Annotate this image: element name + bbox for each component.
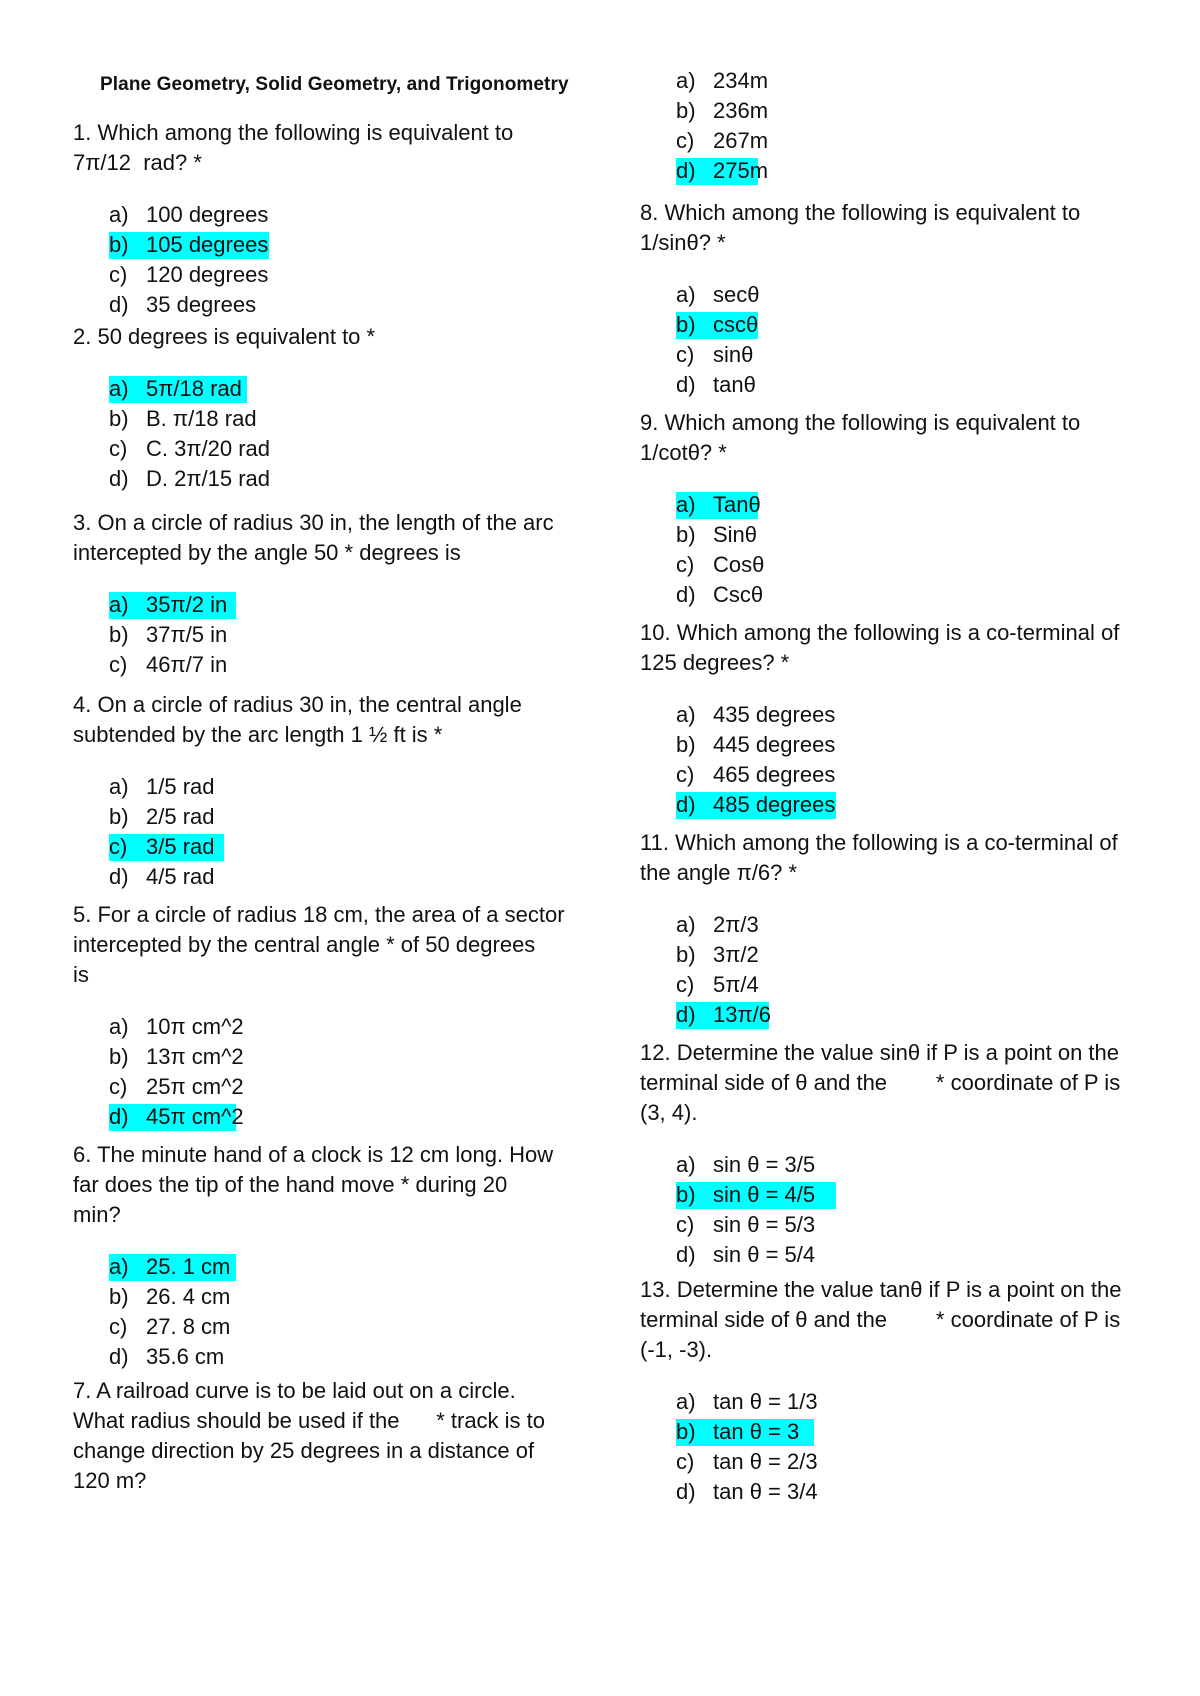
option-letter: c) xyxy=(109,652,128,677)
option-letter: a) xyxy=(676,282,696,307)
answer-option xyxy=(73,620,554,650)
options-list xyxy=(640,1150,1120,1270)
option-letter: c) xyxy=(109,1314,128,1339)
option-letter: c) xyxy=(676,762,695,787)
answer-option-highlighted xyxy=(73,832,522,862)
answer-option-highlighted xyxy=(640,1417,1121,1447)
option-letter: c) xyxy=(109,436,128,461)
answer-option-highlighted xyxy=(73,590,554,620)
question-1 xyxy=(73,118,513,320)
answer-option xyxy=(640,1387,1121,1417)
option-letter: c) xyxy=(109,262,128,287)
option-letter: a) xyxy=(676,68,696,93)
answer-option xyxy=(640,1240,1120,1270)
answer-option-highlighted xyxy=(640,156,769,186)
answer-option xyxy=(73,650,554,680)
answer-option-highlighted xyxy=(640,1000,1118,1030)
option-text: 10π cm^2 xyxy=(146,1014,244,1039)
answer-option-highlighted xyxy=(640,790,1119,820)
option-letter: c) xyxy=(676,1449,695,1474)
option-letter: a) xyxy=(676,702,696,727)
option-letter: b) xyxy=(676,942,696,967)
option-text: secθ xyxy=(713,282,760,307)
question-text: 2. 50 degrees is equivalent to * xyxy=(73,324,376,349)
answer-option xyxy=(73,404,375,434)
option-letter: d) xyxy=(109,466,129,491)
answer-option-highlighted xyxy=(640,1180,1120,1210)
option-text: 465 degrees xyxy=(713,762,836,787)
question-14 xyxy=(640,1275,1121,1507)
option-text: sin θ = 3/5 xyxy=(713,1152,816,1177)
option-text: 5π/18 rad xyxy=(146,376,242,401)
answer-option xyxy=(73,802,522,832)
option-text: Cosθ xyxy=(713,552,765,577)
answer-option xyxy=(640,580,1080,610)
option-text: 26. 4 cm xyxy=(146,1284,231,1309)
answer-option xyxy=(73,1342,553,1372)
answer-option-highlighted xyxy=(640,490,1080,520)
answer-option-highlighted xyxy=(640,310,1080,340)
answer-option xyxy=(640,1447,1121,1477)
answer-option xyxy=(640,340,1080,370)
question-text: 13. Determine the value tanθ if P is a point on the terminal side of θ and the * coordinate of P is (-1, -3). xyxy=(640,1277,1122,1362)
answer-option xyxy=(73,1312,553,1342)
question-11 xyxy=(640,618,1119,820)
option-text: 13π/6 xyxy=(713,1002,771,1027)
option-text: 236m xyxy=(713,98,769,123)
question-2 xyxy=(73,322,375,494)
question-12 xyxy=(640,828,1118,1030)
options-list xyxy=(640,1387,1121,1507)
options-list xyxy=(640,490,1080,610)
option-text: D. 2π/15 rad xyxy=(146,466,271,491)
option-letter: b) xyxy=(109,804,129,829)
answer-option xyxy=(640,66,769,96)
option-text: sin θ = 5/3 xyxy=(713,1212,816,1237)
answer-option xyxy=(73,862,522,892)
option-text: sin θ = 4/5 xyxy=(713,1182,816,1207)
question-6 xyxy=(73,1140,553,1372)
options-list xyxy=(73,1252,553,1372)
answer-option xyxy=(73,772,522,802)
option-letter: d) xyxy=(676,1242,696,1267)
question-8 xyxy=(640,66,769,186)
question-text: 3. On a circle of radius 30 in, the length of the arc intercepted by the angle 50 * degrees is xyxy=(73,510,554,565)
option-text: 2π/3 xyxy=(713,912,759,937)
answer-option xyxy=(73,1012,565,1042)
answer-option xyxy=(640,970,1118,1000)
option-text: 25. 1 cm xyxy=(146,1254,231,1279)
answer-option xyxy=(73,200,513,230)
option-letter: c) xyxy=(109,1074,128,1099)
question-text: 8. Which among the following is equivalent to 1/sinθ? * xyxy=(640,200,1081,255)
options-list xyxy=(640,280,1080,400)
option-letter: a) xyxy=(109,774,129,799)
option-letter: a) xyxy=(676,1152,696,1177)
option-text: 485 degrees xyxy=(713,792,836,817)
option-letter: a) xyxy=(676,1389,696,1414)
options-list xyxy=(640,700,1119,820)
question-text: 12. Determine the value sinθ if P is a point on the terminal side of θ and the * coordinate of P is (3, 4). xyxy=(640,1040,1121,1125)
option-text: 105 degrees xyxy=(146,232,269,257)
question-text: 5. For a circle of radius 18 cm, the area of a sector intercepted by the central angle * of 50 degrees is xyxy=(73,902,565,987)
question-text: 10. Which among the following is a co-terminal of 125 degrees? * xyxy=(640,620,1120,675)
question-13 xyxy=(640,1038,1120,1270)
question-4 xyxy=(73,690,522,892)
option-letter: d) xyxy=(109,1104,129,1129)
options-list xyxy=(73,772,522,892)
option-letter: b) xyxy=(109,406,129,431)
option-text: cscθ xyxy=(713,312,759,337)
answer-option xyxy=(73,464,375,494)
option-text: sin θ = 5/4 xyxy=(713,1242,816,1267)
option-letter: c) xyxy=(676,128,695,153)
option-text: tan θ = 1/3 xyxy=(713,1389,818,1414)
option-text: 25π cm^2 xyxy=(146,1074,244,1099)
option-text: B. π/18 rad xyxy=(146,406,257,431)
option-letter: b) xyxy=(109,232,129,257)
option-text: 45π cm^2 xyxy=(146,1104,244,1129)
option-letter: c) xyxy=(676,552,695,577)
option-text: 2/5 rad xyxy=(146,804,215,829)
options-list xyxy=(73,374,375,494)
option-letter: d) xyxy=(109,292,129,317)
question-text: 4. On a circle of radius 30 in, the central angle subtended by the arc length 1 ½ ft is * xyxy=(73,692,522,747)
option-text: 46π/7 in xyxy=(146,652,228,677)
answer-option-highlighted xyxy=(73,1252,553,1282)
question-text: 6. The minute hand of a clock is 12 cm long. How far does the tip of the hand move * during 20 min? xyxy=(73,1142,554,1227)
answer-option-highlighted xyxy=(73,1102,565,1132)
options-list xyxy=(640,910,1118,1030)
option-text: 35 degrees xyxy=(146,292,257,317)
option-letter: b) xyxy=(676,312,696,337)
option-text: 445 degrees xyxy=(713,732,836,757)
option-letter: d) xyxy=(676,372,696,397)
question-text: 9. Which among the following is equivalent to 1/cotθ? * xyxy=(640,410,1081,465)
option-letter: d) xyxy=(676,158,696,183)
option-letter: d) xyxy=(109,864,129,889)
option-text: 3π/2 xyxy=(713,942,759,967)
option-text: tan θ = 3/4 xyxy=(713,1479,818,1504)
option-letter: a) xyxy=(109,202,129,227)
option-text: 234m xyxy=(713,68,769,93)
answer-option xyxy=(73,1042,565,1072)
option-text: 275m xyxy=(713,158,769,183)
option-letter: a) xyxy=(109,1254,129,1279)
option-text: 35π/2 in xyxy=(146,592,228,617)
question-9 xyxy=(640,198,1080,400)
answer-option xyxy=(640,370,1080,400)
answer-option xyxy=(73,260,513,290)
option-text: sinθ xyxy=(713,342,754,367)
option-text: 37π/5 in xyxy=(146,622,228,647)
option-letter: d) xyxy=(676,792,696,817)
answer-option-highlighted xyxy=(73,374,375,404)
option-text: 5π/4 xyxy=(713,972,759,997)
option-letter: c) xyxy=(676,972,695,997)
option-letter: d) xyxy=(109,1344,129,1369)
question-5 xyxy=(73,900,565,1132)
option-letter: b) xyxy=(676,1182,696,1207)
options-list xyxy=(73,590,554,680)
option-letter: b) xyxy=(676,522,696,547)
option-letter: c) xyxy=(676,342,695,367)
options-list xyxy=(73,200,513,320)
option-text: 435 degrees xyxy=(713,702,836,727)
option-letter: c) xyxy=(676,1212,695,1237)
option-text: 35.6 cm xyxy=(146,1344,225,1369)
option-letter: b) xyxy=(676,1419,696,1444)
question-3 xyxy=(73,508,554,680)
question-10 xyxy=(640,408,1080,610)
option-text: 27. 8 cm xyxy=(146,1314,231,1339)
option-text: Cscθ xyxy=(713,582,764,607)
answer-option xyxy=(640,280,1080,310)
answer-option xyxy=(640,96,769,126)
answer-option xyxy=(73,1072,565,1102)
answer-option xyxy=(640,760,1119,790)
question-7 xyxy=(73,1376,545,1496)
option-letter: d) xyxy=(676,582,696,607)
option-text: 3/5 rad xyxy=(146,834,215,859)
option-text: 1/5 rad xyxy=(146,774,215,799)
option-text: C. 3π/20 rad xyxy=(146,436,271,461)
option-letter: a) xyxy=(676,492,696,517)
answer-option xyxy=(73,290,513,320)
option-letter: a) xyxy=(109,592,129,617)
option-text: Sinθ xyxy=(713,522,758,547)
option-letter: d) xyxy=(676,1002,696,1027)
option-letter: d) xyxy=(676,1479,696,1504)
option-letter: b) xyxy=(109,622,129,647)
option-letter: b) xyxy=(676,98,696,123)
option-letter: c) xyxy=(109,834,128,859)
answer-option xyxy=(640,730,1119,760)
option-text: 120 degrees xyxy=(146,262,269,287)
question-text: 7. A railroad curve is to be laid out on a circle. What radius should be used if the * track is to change direction by 25 degrees in a distance of 120 m? xyxy=(73,1378,546,1493)
option-letter: b) xyxy=(676,732,696,757)
answer-option xyxy=(640,1210,1120,1240)
answer-option xyxy=(640,940,1118,970)
option-letter: a) xyxy=(109,1014,129,1039)
answer-option xyxy=(73,434,375,464)
answer-option xyxy=(640,520,1080,550)
option-text: 13π cm^2 xyxy=(146,1044,244,1069)
question-text: 1. Which among the following is equivalent to 7π/12 rad? * xyxy=(73,120,514,175)
answer-option xyxy=(640,700,1119,730)
answer-option xyxy=(640,910,1118,940)
option-text: tan θ = 3 xyxy=(713,1419,800,1444)
option-text: tan θ = 2/3 xyxy=(713,1449,818,1474)
page-title: Plane Geometry, Solid Geometry, and Trigonometry xyxy=(100,74,569,95)
option-letter: a) xyxy=(109,376,129,401)
option-letter: b) xyxy=(109,1284,129,1309)
options-list xyxy=(640,66,769,186)
option-text: Tanθ xyxy=(713,492,761,517)
answer-option xyxy=(73,1282,553,1312)
answer-option-highlighted xyxy=(73,230,513,260)
options-list xyxy=(73,1012,565,1132)
option-text: tanθ xyxy=(713,372,756,397)
option-letter: b) xyxy=(109,1044,129,1069)
option-letter: a) xyxy=(676,912,696,937)
option-text: 100 degrees xyxy=(146,202,269,227)
answer-option xyxy=(640,1150,1120,1180)
option-text: 267m xyxy=(713,128,769,153)
option-text: 4/5 rad xyxy=(146,864,215,889)
answer-option xyxy=(640,550,1080,580)
question-text: 11. Which among the following is a co-terminal of the angle π/6? * xyxy=(640,830,1118,885)
answer-option xyxy=(640,126,769,156)
answer-option xyxy=(640,1477,1121,1507)
